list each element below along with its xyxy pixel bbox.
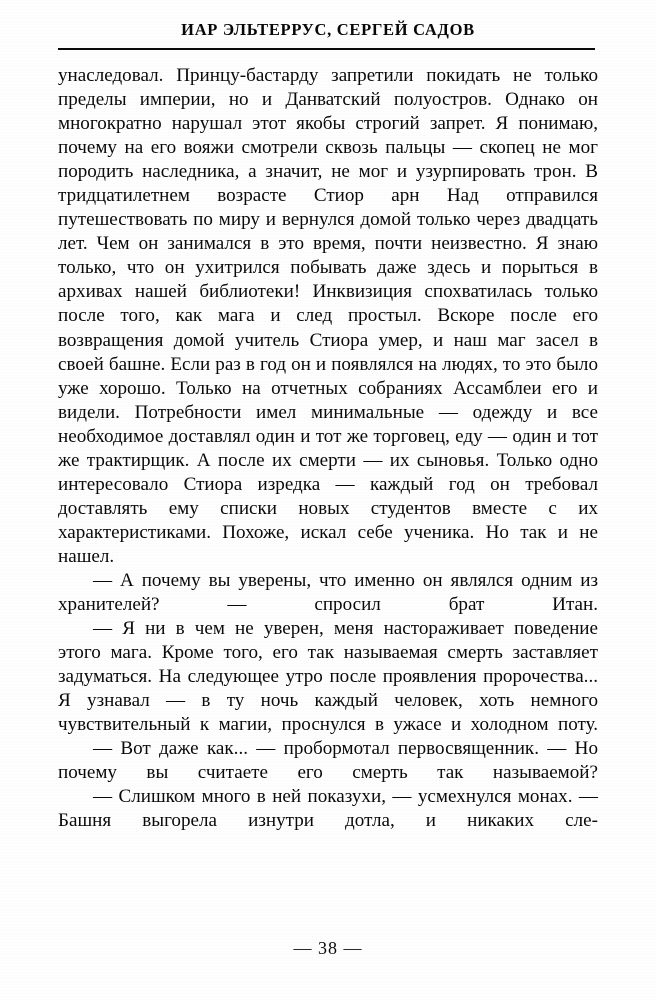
paragraph-continuation: унаследовал. Принцу-бастарду запретили покидать не только пределы империи, но и Данватский полуостров. Однако он многократно нарушал этот якобы строгий запрет. Я понимаю, почему на его вояжи смотрели сквозь пальцы — скопец не мог породить наследника, а значит, не мог и узурпировать трон. В тридцатилетнем возрасте Стиор арн Над отправился путешествовать по миру и вернулся домой только через двадцать лет. Чем он занимался в это время, почти неизвестно. Я знаю только, что он ухитрился побывать даже здесь и порыться в архивах нашей библиотеки! Инквизиция спохватилась только после того, как мага и след простыл. Вскоре после его возвращения домой учитель Стиора умер, и наш маг засел в своей башне. Если раз в год он и появлялся на людях, то это было уже хорошо. Только на отчетных собраниях Ассамблеи его и видели. Потребности имел минимальные — одежду и все необходимое доставлял один и тот же торговец, еду — один и тот же трактирщик. А после их смерти — их сыновья. Только одно интересовало Стиора изредка — каждый год он требовал доставлять ему списки новых студентов вместе с их характеристиками. Похоже, искал себе ученика. Но так и не нашел. bbox=[58, 65, 598, 567]
paragraph-dialogue-3: — Вот даже как... — пробормотал первосвященник. — Но почему вы считаете его смерть так называемой? bbox=[58, 738, 598, 784]
paragraph-dialogue-1: — А почему вы уверены, что именно он являлся одним из хранителей? — спросил брат Итан. bbox=[58, 569, 598, 616]
paragraph-dialogue-4: — Слишком много в ней показухи, — усмехнулся монах. — Башня выгорела изнутри дотла, и никаких сле- bbox=[58, 786, 598, 832]
body-text-block bbox=[58, 64, 598, 834]
header-rule bbox=[58, 48, 595, 50]
running-head: ИАР ЭЛЬТЕРРУС, СЕРГЕЙ САДОВ bbox=[181, 20, 475, 39]
paragraph-dialogue-2: — Я ни в чем не уверен, меня настораживает поведение этого мага. Кроме того, его так называемая смерть заставляет задуматься. На следующее утро после проявления пророчества... Я узнавал — в ту ночь каждый человек, хоть немного чувствительный к магии, проснулся в ужасе и холодном поту. bbox=[58, 618, 598, 736]
page-number: — 38 — bbox=[293, 938, 363, 958]
